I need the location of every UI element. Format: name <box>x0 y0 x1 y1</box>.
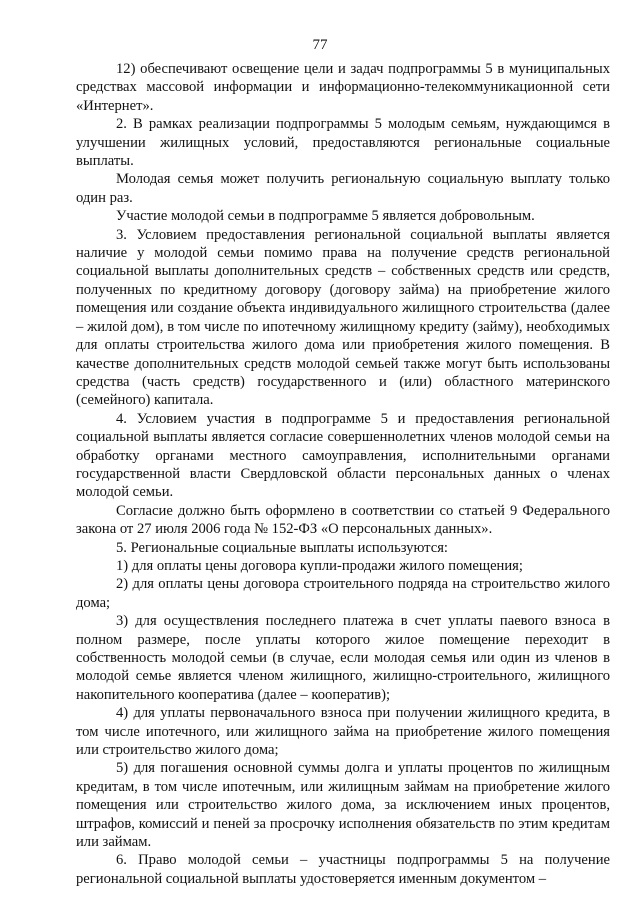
list-item-1: 1) для оплаты цены договора купли-продажи жилого помещения; <box>116 557 523 574</box>
paragraph-clause-6: 6. Право молодой семьи – участницы подпрограммы 5 на получение региональной социальной выплаты удостоверяется именным документом – <box>76 852 610 887</box>
paragraph-voluntary-participation: Участие молодой семьи в подпрограмме 5 является добровольным. <box>116 208 535 225</box>
document-body <box>76 60 610 888</box>
paragraph-item-12-media: 12) обеспечивают освещение цели и задач подпрограммы 5 в муниципальных средствах массовой информации и информационно-телекоммуникационной сети «Интернет». <box>76 61 610 114</box>
list-item-4: 4) для уплаты первоначального взноса при получении жилищного кредита, в том числе ипотечного, или жилищного займа на приобретение жилого помещения или строительство жилого дома; <box>76 705 610 759</box>
list-item-5: 5) для погашения основной суммы долга и уплаты процентов по жилищным кредитам, в том числе ипотечным, или жилищным займам на приобретение жилого помещения или строительство жилого дома, за исключением иных процентов, штрафов, комиссий и пеней за просрочку исполнения обязательств по этим кредитам или займам. <box>76 760 610 851</box>
paragraph-clause-3: 3. Условием предоставления региональной социальной выплаты является наличие у молодой семьи помимо права на получение средств региональной социальной выплаты дополнительных средств – собственных средств или средств, полученных по кредитному договору (договору займа) на приобретение жилого помещения или создание объекта индивидуального жилищного строительства (далее – жилой дом), в том числе по ипотечному жилищному кредиту (займу), необходимых для оплаты строительства жилого дома или приобретения жилого помещения. В качестве дополнительных средств молодой семьей также могут быть использованы средства (часть средств) государственного и (или) областного материнского (семейного) капитала. <box>76 226 610 409</box>
list-item-2: 2) для оплаты цены договора строительного подряда на строительство жилого дома; <box>76 576 610 611</box>
paragraph-clause-5: 5. Региональные социальные выплаты используются: <box>116 539 448 556</box>
paragraph-consent: Согласие должно быть оформлено в соответствии со статьей 9 Федерального закона от 27 июля 2006 года № 152-ФЗ «О персональных данных». <box>76 502 610 538</box>
list-item-3: 3) для осуществления последнего платежа в счет уплаты паевого взноса в полном размере, после уплаты которого жилое помещение переходит в собственность молодой семьи (в случае, если молодая семья или один из членов в молодой семье является членом жилищного, жилищно-строительного, жилищного накопительного кооператива (далее – кооператив); <box>76 613 610 703</box>
paragraph-clause-2: 2. В рамках реализации подпрограммы 5 молодым семьям, нуждающимся в улучшении жилищных условий, предоставляются региональные социальные выплаты. <box>76 116 610 170</box>
paragraph-clause-4: 4. Условием участия в подпрограмме 5 и предоставления региональной социальной выплаты является согласие совершеннолетних членов молодой семьи на обработку органами местного самоуправления, исполнительными органами государственной власти Свердловской области персональных данных о членах молодой семьи. <box>76 410 610 501</box>
page-number: 77 <box>312 37 328 53</box>
paragraph-one-time-payment: Молодая семья может получить региональную социальную выплату только один раз. <box>76 171 610 206</box>
